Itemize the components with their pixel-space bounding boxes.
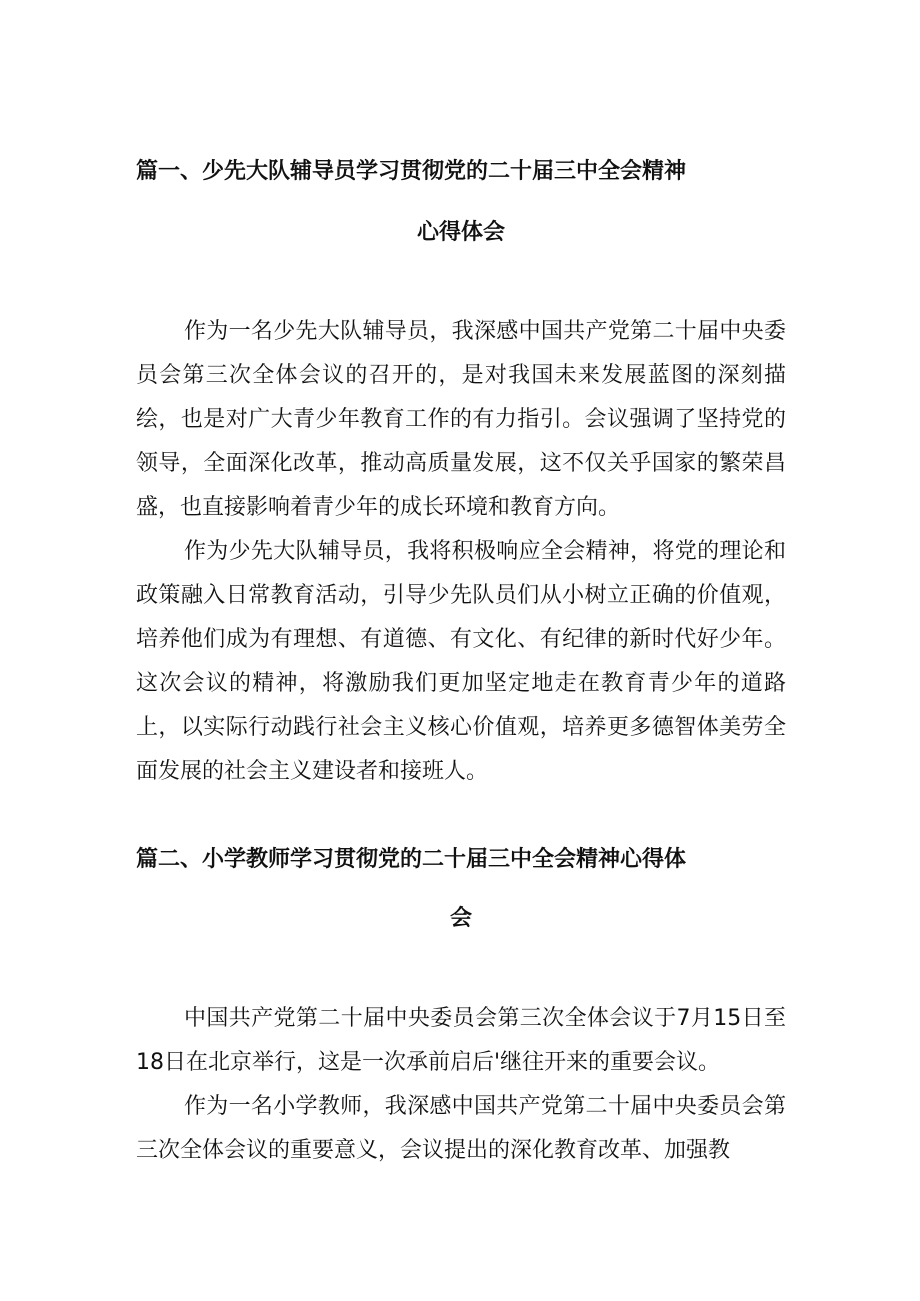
section1-paragraph-2: 作为少先大队辅导员，我将积极响应全会精神，将党的理论和政策融入日常教育活动，引导少先队员们从小树立正确的价值观，培养他们成为有理想、有道德、有文化、有纪律的新时代好少年。这次会议的精神，将激励我们更加坚定地走在教育青少年的道路上，以实际行动践行社会主义核心价值观，培养更多德智体美劳全面发展的社会主义建设者和接班人。 [136, 539, 786, 784]
section2-title-line1: 篇二、小学教师学习贯彻党的二十届三中全会精神心得体 [136, 847, 687, 872]
section2-paragraph-1: 中国共产党第二十届中央委员会第三次全体会议于7月15日至18日在北京举行，这是一次承前启后'继往开来的重要会议。 [136, 1006, 786, 1075]
section2-title-line2: 会 [449, 906, 472, 931]
section1-title-line1: 篇一、少先大队辅导员学习贯彻党的二十届三中全会精神 [136, 159, 687, 184]
section2-paragraph-2: 作为一名小学教师，我深感中国共产党第二十届中央委员会第三次全体会议的重要意义，会议提出的深化教育改革、加强教 [136, 1094, 786, 1163]
section1-title-line2: 心得体会 [416, 220, 505, 245]
section1-paragraph-1: 作为一名少先大队辅导员，我深感中国共产党第二十届中央委员会第三次全体会议的召开的，是对我国未来发展蓝图的深刻描绘，也是对广大青少年教育工作的有力指引。会议强调了坚持党的领导，全面深化改革，推动高质量发展，这不仅关乎国家的繁荣昌盛，也直接影响着青少年的成长环境和教育方向。 [136, 319, 786, 520]
